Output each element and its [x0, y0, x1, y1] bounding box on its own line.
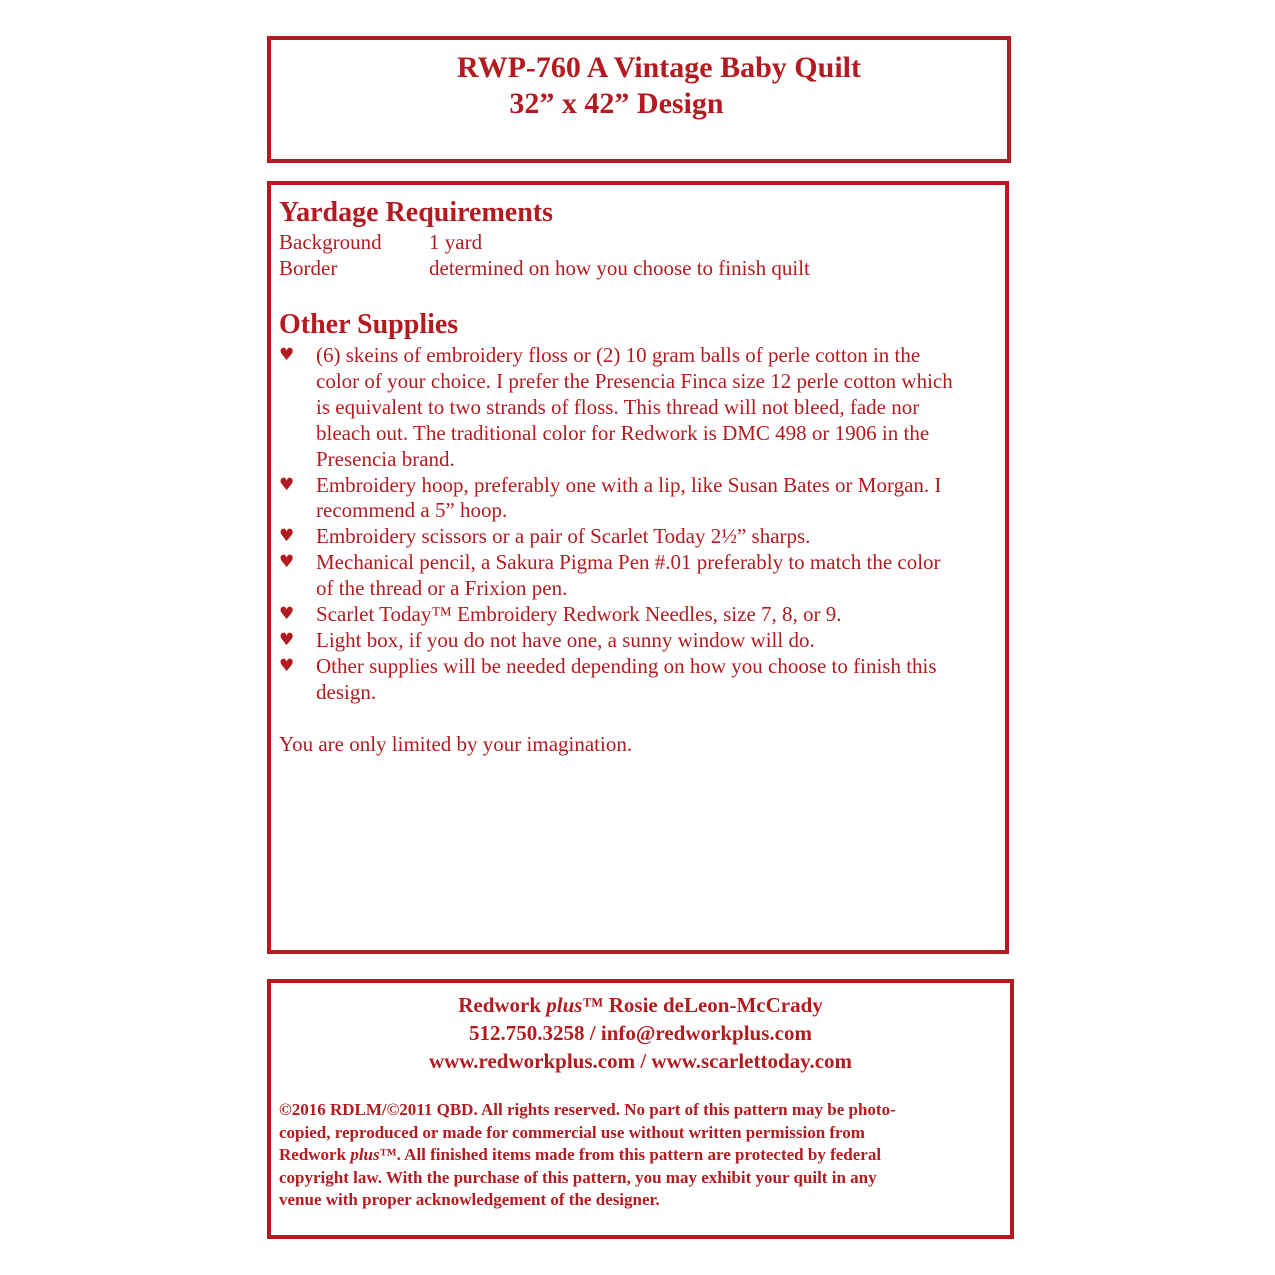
- closing-line: You are only limited by your imagination.: [279, 732, 633, 756]
- heart-bullet-icon: ♥: [279, 552, 295, 573]
- supply-item-line: (6) skeins of embroidery floss or (2) 10 gram balls of perle cotton in the: [316, 343, 921, 367]
- supply-item: [279, 550, 1005, 602]
- supplies-list: [279, 343, 1005, 706]
- supply-item-line: Scarlet Today™ Embroidery Redwork Needles, size 7, 8, or 9.: [316, 602, 842, 627]
- supply-item: [279, 654, 1005, 706]
- brand-name: Redwork: [458, 993, 542, 1017]
- supply-item-line: is equivalent to two strands of floss. This thread will not bleed, fade nor: [316, 394, 920, 419]
- yardage-row: [279, 229, 482, 255]
- supply-item-line: Embroidery hoop, preferably one with a lip, like Susan Bates or Morgan. I: [316, 472, 942, 497]
- yardage-value: 1 yard: [429, 230, 483, 254]
- supply-item-line: Presencia brand.: [316, 446, 455, 471]
- brand-line: [271, 991, 1010, 1019]
- copyright-line: copyright law. With the purchase of this pattern, you may exhibit your quilt in any: [279, 1167, 877, 1187]
- pattern-size: 32” x 42” Design: [509, 87, 724, 120]
- supply-item-line: design.: [316, 679, 377, 704]
- heart-bullet-icon: ♥: [279, 604, 295, 625]
- contact-box: [267, 979, 1014, 1239]
- heart-bullet-icon: ♥: [279, 474, 295, 495]
- supply-item-line: Light box, if you do not have one, a sunny window will do.: [316, 627, 815, 652]
- heart-bullet-icon: ♥: [279, 629, 295, 650]
- copyright-line: ©2016 RDLM/©2011 QBD. All rights reserved. No part of this pattern may be photo-: [279, 1100, 896, 1119]
- copyright-plus: plus: [350, 1145, 380, 1165]
- supply-item: [279, 473, 1005, 525]
- supply-item-line: Embroidery scissors or a pair of Scarlet Today 2½” sharps.: [316, 524, 811, 549]
- heart-bullet-icon: ♥: [279, 345, 295, 365]
- supply-item: [279, 628, 1005, 654]
- copyright-rest: ™. All finished items made from this pattern are protected by federal: [379, 1145, 882, 1165]
- supply-item: [279, 343, 1005, 473]
- supply-item: [279, 524, 1005, 550]
- heart-bullet-icon: ♥: [279, 655, 295, 676]
- web-line: www.redworkplus.com / www.scarlettoday.com: [428, 1049, 853, 1073]
- copyright-notice: [279, 1099, 1009, 1212]
- contact-line: 512.750.3258 / info@redworkplus.com: [469, 1021, 812, 1045]
- copyright-brand: Redwork: [279, 1145, 351, 1165]
- yardage-heading: Yardage Requirements: [279, 197, 554, 228]
- heart-bullet-icon: ♥: [279, 526, 295, 547]
- requirements-box: [267, 181, 1009, 954]
- supply-item-line: recommend a 5” hoop.: [316, 498, 508, 523]
- supply-item: [279, 602, 1005, 628]
- copyright-line: [279, 1144, 1009, 1167]
- yardage-label: Border: [279, 256, 338, 280]
- copyright-line: venue with proper acknowledgement of the designer.: [279, 1190, 660, 1210]
- brand-owner: ™ Rosie deLeon-McCrady: [582, 993, 823, 1017]
- copyright-line: copied, reproduced or made for commercial use without written permission from: [279, 1122, 865, 1142]
- supplies-heading: Other Supplies: [279, 309, 459, 340]
- supply-item-line: color of your choice. I prefer the Presencia Finca size 12 perle cotton which: [316, 368, 953, 393]
- supply-item-line: Other supplies will be needed depending on how you choose to finish this: [316, 653, 937, 678]
- pattern-title: RWP-760 A Vintage Baby Quilt: [457, 51, 861, 84]
- yardage-row: [279, 255, 810, 281]
- supply-item-line: of the thread or a Frixion pen.: [316, 576, 568, 601]
- supply-item-line: bleach out. The traditional color for Redwork is DMC 498 or 1906 in the: [316, 420, 930, 445]
- yardage-label: Background: [279, 230, 382, 254]
- supply-item-line: Mechanical pencil, a Sakura Pigma Pen #.01 preferably to match the color: [316, 550, 941, 575]
- yardage-value: determined on how you choose to finish quilt: [429, 256, 810, 280]
- title-box: [267, 36, 1011, 163]
- brand-plus: plus: [546, 993, 583, 1017]
